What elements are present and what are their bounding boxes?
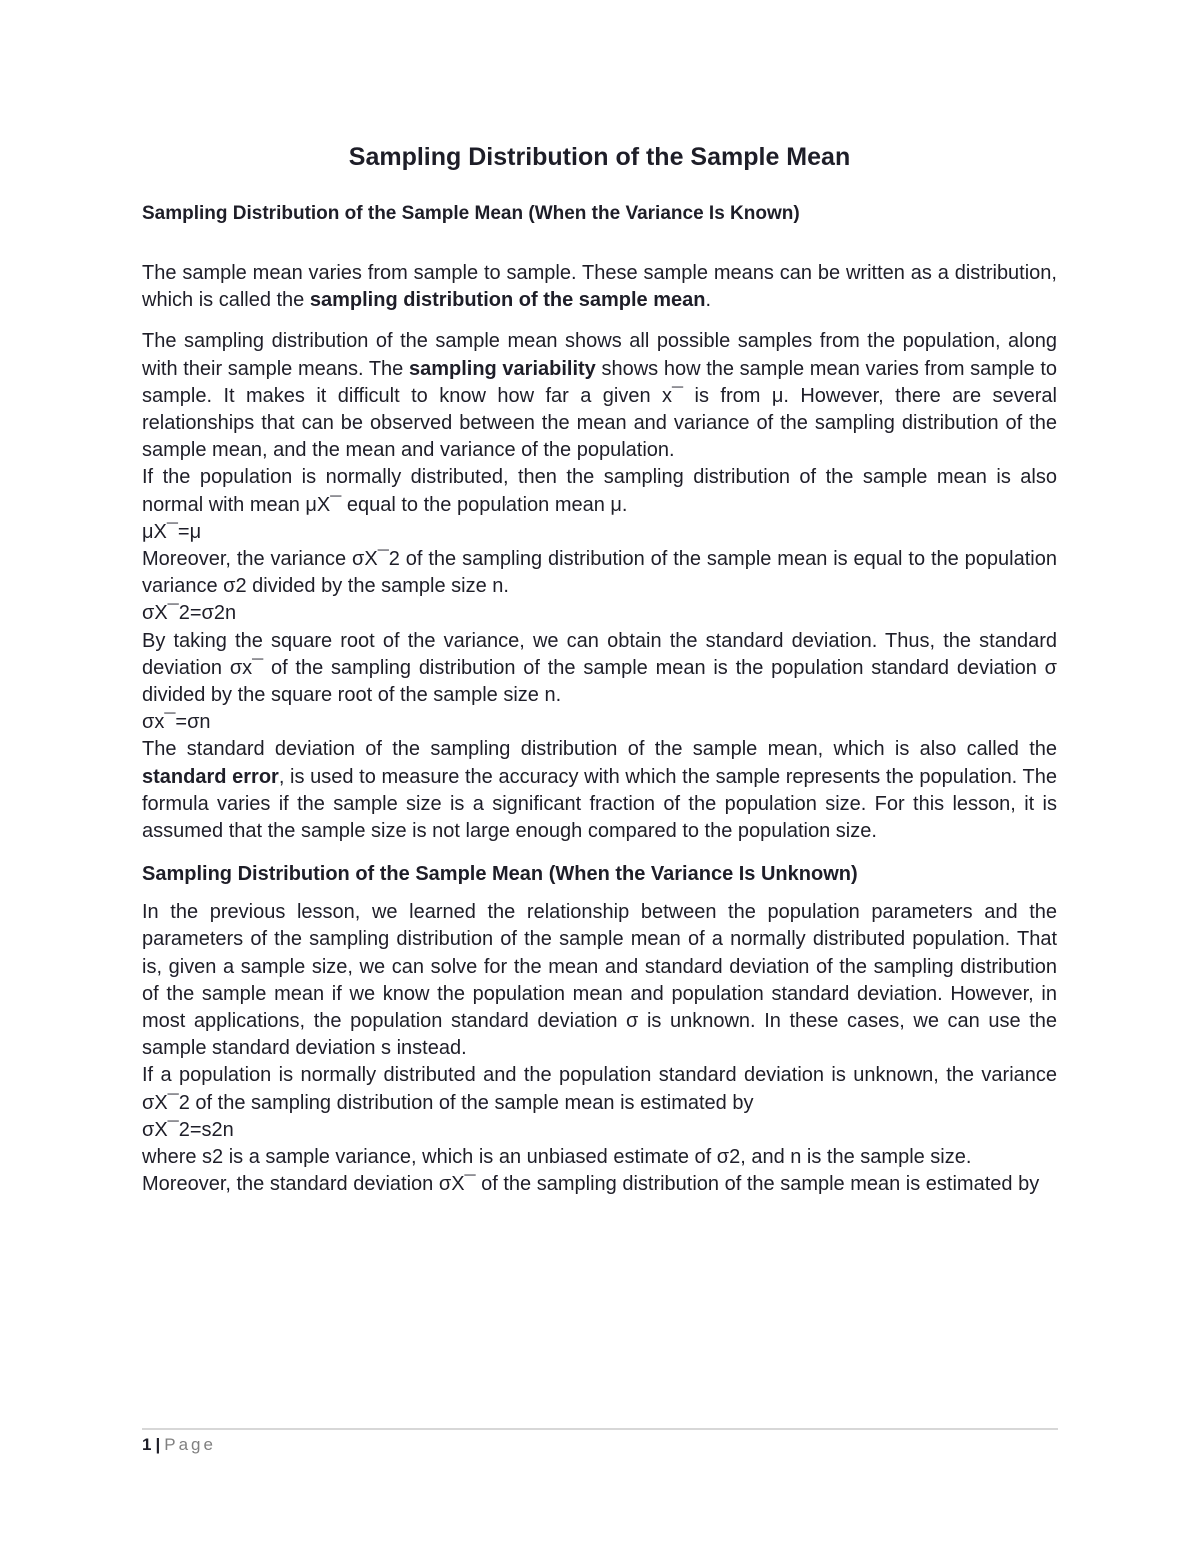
bold-term: sampling distribution of the sample mean xyxy=(309,289,706,312)
page-number: 1 xyxy=(142,1435,152,1454)
text-run: The standard deviation of the sampling distribution of the sample mean, which is also called the xyxy=(142,738,1057,761)
text-run: , is used to measure the accuracy with which the sample represents the population. The formula varies if the sample size is a significant fraction of the population size. For this lesson, it is assumed that the sample size is not large enough compared to the population size. xyxy=(142,765,1058,843)
section1-paragraph-5: By taking the square root of the variance, we can obtain the standard deviation. Thus, the standard deviation σx¯ of the sampling distribution of the sample mean is the population standard deviation σ divided by the square root of the sample size n. xyxy=(142,629,1057,707)
bold-term: sampling variability xyxy=(408,357,596,380)
page-footer xyxy=(142,1434,216,1456)
section1-paragraph-2 xyxy=(142,328,1057,464)
section1-paragraph-4: Moreover, the variance σX¯2 of the sampling distribution of the sample mean is equal to the population variance σ2 divided by the sample size n. xyxy=(142,548,1057,598)
text-run: . xyxy=(705,289,712,312)
page-label: Page xyxy=(164,1435,216,1454)
formula-variance: σX¯2=σ2n xyxy=(142,602,237,625)
text-run: The sample mean varies from sample to sample. These sample means can be written as a distribution, which is called the xyxy=(142,262,1057,312)
section1-paragraph-3: If the population is normally distributed, then the sampling distribution of the sample mean is also normal with mean μX¯ equal to the population mean μ. xyxy=(142,466,1057,516)
document-title: Sampling Distribution of the Sample Mean xyxy=(348,143,851,171)
section2-paragraph-3: where s2 is a sample variance, which is an unbiased estimate of σ2, and n is the sample size. xyxy=(142,1146,972,1169)
section2-heading: Sampling Distribution of the Sample Mean (When the Variance Is Unknown) xyxy=(142,863,858,886)
section2-paragraph-2: If a population is normally distributed and the population standard deviation is unknown, the variance σX¯2 of the sampling distribution of the sample mean is estimated by xyxy=(142,1064,1057,1114)
formula-estimated-variance: σX¯2=s2n xyxy=(142,1118,234,1141)
formula-std-dev: σx¯=σn xyxy=(142,711,211,734)
section2-paragraph-1: In the previous lesson, we learned the relationship between the population parameters and the parameters of the sampling distribution of the sample mean of a normally distributed population. That is, given a sample size, we can solve for the mean and standard deviation of the sampling distribution of the sample mean if we know the population mean and population standard deviation. However, in most applications, the population standard deviation σ is unknown. In these cases, we can use the sample standard deviation s instead. xyxy=(142,901,1057,1060)
section2-paragraph-4: Moreover, the standard deviation σX¯ of the sampling distribution of the sample mean is estimated by xyxy=(142,1173,1040,1196)
footer-divider xyxy=(142,1428,1058,1430)
bold-term: standard error xyxy=(142,765,279,788)
section1-heading: Sampling Distribution of the Sample Mean (When the Variance Is Known) xyxy=(142,203,800,224)
text-run: The sampling distribution of the sample mean shows all possible samples from the population, along with their sample means. The xyxy=(142,330,1057,380)
text-run: shows how the sample mean varies from sample to sample. It makes it difficult to know how far a given x¯ is from μ. However, there are several relationships that can be observed between the mean and variance of the sampling distribution of the sample mean, and the mean and variance of the population. xyxy=(142,357,1057,462)
section1-paragraph-1 xyxy=(142,260,1057,314)
section1-paragraph-6 xyxy=(142,736,1057,845)
footer-separator: | xyxy=(155,1435,161,1454)
formula-mean: μX¯=μ xyxy=(142,520,202,543)
document-page xyxy=(142,138,1057,1199)
